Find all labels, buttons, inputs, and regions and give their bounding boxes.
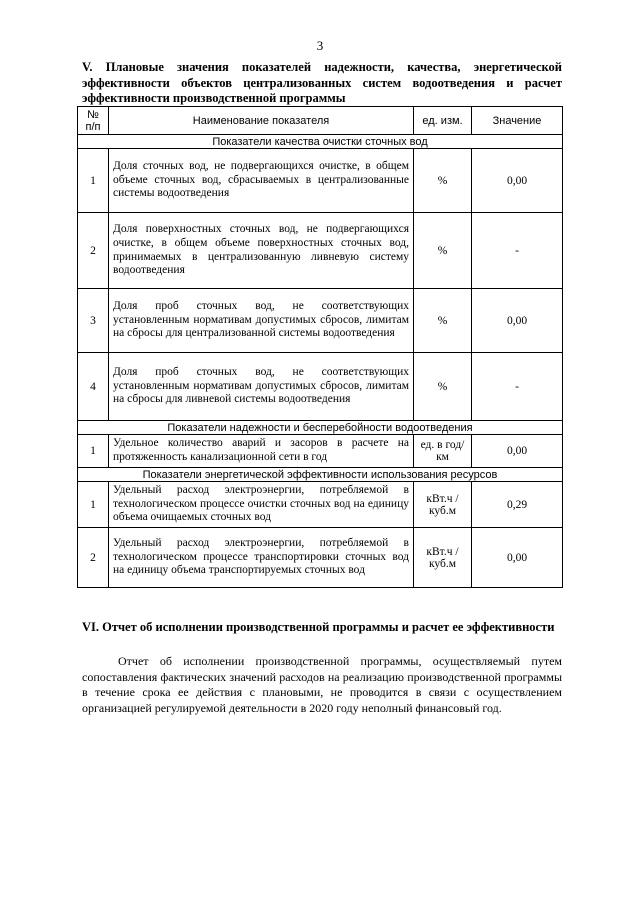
table-row [78,213,563,289]
indicators-table [77,106,563,588]
row-unit: % [414,149,472,213]
row-unit: кВт.ч / куб.м [414,528,472,588]
row-name: Доля сточных вод, не подвергающихся очистке, в общем объеме сточных вод, сбрасываемых в централизованные системы водоотведения [109,149,414,213]
header-unit: ед. изм. [414,107,472,135]
row-num: 3 [78,289,109,353]
row-name: Удельный расход электроэнергии, потребляемой в технологическом процессе транспортировки сточных вод на единицу объема транспортируемых сточных вод [109,528,414,588]
page-number: 3 [316,38,324,53]
header-num: № п/п [78,107,109,135]
row-value: 0,00 [472,149,563,213]
row-value: 0,00 [472,435,563,468]
row-unit: % [414,353,472,421]
group-header-row [78,135,563,149]
row-name: Доля проб сточных вод, не соответствующих установленным нормативам допустимых сбросов, лимитам на сбросы для ливневой системы водоотведения [109,353,414,421]
row-value: - [472,353,563,421]
group-title-reliability: Показатели надежности и бесперебойности водоотведения [78,421,563,435]
section5-title: V. Плановые значения показателей надежности, качества, энергетической эффективности объектов централизованных систем водоотведения и расчет эффективности производственной программы [82,60,562,105]
row-name: Удельный расход электроэнергии, потребляемой в технологическом процессе очистки сточных вод на единицу объема очищаемых сточных вод [109,482,414,528]
table-row [78,149,563,213]
group-header-row [78,421,563,435]
row-unit: кВт.ч / куб.м [414,482,472,528]
group-header-row [78,468,563,482]
table-row [78,435,563,468]
row-name: Доля поверхностных сточных вод, не подвергающихся очистке, в общем объеме поверхностных сточных вод, принимаемых в централизованную ливневую систему водоотведения [109,213,414,289]
row-value: 0,29 [472,482,563,528]
section6-title: VI. Отчет об исполнении производственной программы и расчет ее эффективности [82,620,555,634]
section6-paragraph: Отчет об исполнении производственной программы, осуществляемый путем сопоставления фактических значений расходов на реализацию производственной программы в течение срока ее действия с плановыми, не проводится в связи с осуществлением организацией регулируемой деятельности в 2020 году неполный финансовый год. [82,654,562,715]
row-name: Удельное количество аварий и засоров в расчете на протяженность канализационной сети в год [109,435,414,468]
row-num: 2 [78,213,109,289]
row-value: - [472,213,563,289]
table-row [78,353,563,421]
row-num: 2 [78,528,109,588]
row-unit: % [414,213,472,289]
row-num: 1 [78,482,109,528]
table-row [78,289,563,353]
table-row [78,528,563,588]
row-unit: ед. в год/ км [414,435,472,468]
row-value: 0,00 [472,289,563,353]
header-value: Значение [472,107,563,135]
table-header-row [78,107,563,135]
row-num: 4 [78,353,109,421]
row-num: 1 [78,149,109,213]
row-unit: % [414,289,472,353]
header-name: Наименование показателя [109,107,414,135]
group-title-quality: Показатели качества очистки сточных вод [78,135,563,149]
table-row [78,482,563,528]
row-num: 1 [78,435,109,468]
group-title-energy: Показатели энергетической эффективности использования ресурсов [78,468,563,482]
row-name: Доля проб сточных вод, не соответствующих установленным нормативам допустимых сбросов, лимитам на сбросы для централизованной системы водоотведения [109,289,414,353]
row-value: 0,00 [472,528,563,588]
